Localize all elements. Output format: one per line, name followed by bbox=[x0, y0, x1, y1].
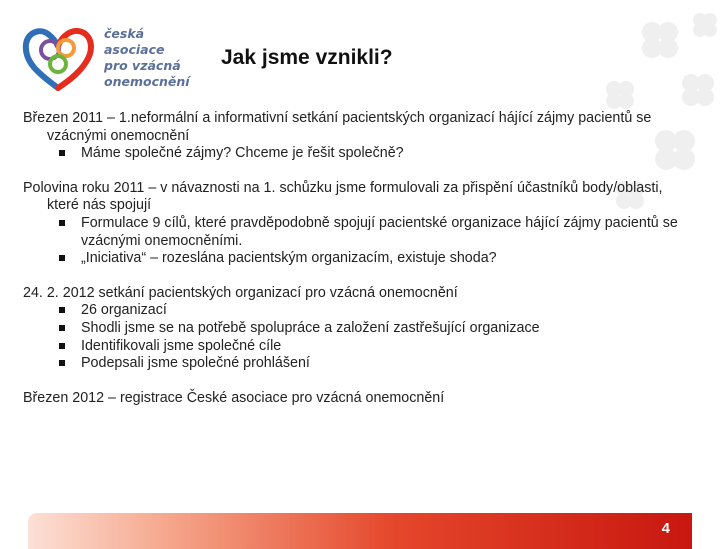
bullet-item bbox=[23, 145, 693, 163]
paragraph: Polovina roku 2011 – v návaznosti na 1. schůzku jsme formulovali za přispění účastníků body/oblasti, které nás spojují bbox=[23, 179, 663, 214]
square-bullet-icon bbox=[59, 150, 65, 156]
bullet-item bbox=[23, 302, 693, 320]
square-bullet-icon bbox=[59, 255, 65, 261]
page-title: Jak jsme vznikli? bbox=[221, 46, 393, 69]
logo-line: onemocnění bbox=[104, 74, 190, 89]
footer-bar bbox=[28, 513, 692, 549]
logo-line: asociace bbox=[104, 42, 165, 57]
square-bullet-icon bbox=[59, 343, 65, 349]
bullet-text: Podepsali jsme společné prohlášení bbox=[81, 355, 310, 372]
logo-line: pro vzácná bbox=[104, 58, 181, 73]
paragraph: Březen 2011 – 1.neformální a informativní setkání pacientských organizací hájící zájmy pacientů se vzácnými onemocnění bbox=[23, 110, 652, 144]
square-bullet-icon bbox=[59, 360, 65, 366]
heart-logo-icon bbox=[20, 18, 98, 92]
page-number: 4 bbox=[661, 520, 670, 537]
logo-line: česká bbox=[104, 26, 145, 41]
square-bullet-icon bbox=[59, 307, 65, 313]
slide-content bbox=[23, 110, 693, 407]
bullet-text: Identifikovali jsme společné cíle bbox=[81, 337, 282, 354]
bullet-text: 26 organizací bbox=[81, 302, 167, 319]
bullet-item bbox=[23, 355, 693, 373]
bullet-item bbox=[23, 215, 693, 250]
square-bullet-icon bbox=[59, 220, 65, 226]
bullet-item bbox=[23, 338, 693, 356]
logo bbox=[20, 18, 200, 92]
bullet-text: Formulace 9 cílů, které pravděpodobně spojují pacientské organizace hájící zájmy pacientů se vzácnými onemocněními. bbox=[81, 214, 678, 249]
square-bullet-icon bbox=[59, 325, 65, 331]
bullet-text: Máme společné zájmy? Chceme je řešit společně? bbox=[81, 145, 404, 162]
bullet-item bbox=[23, 320, 693, 338]
bullet-text: Shodli jsme se na potřebě spolupráce a založení zastřešující organizace bbox=[81, 319, 540, 336]
paragraph: Březen 2012 – registrace České asociace pro vzácná onemocnění bbox=[23, 389, 445, 406]
paragraph: 24. 2. 2012 setkání pacientských organizací pro vzácná onemocnění bbox=[23, 284, 458, 301]
logo-text bbox=[104, 26, 214, 90]
bullet-text: „Iniciativa“ – rozeslána pacientským organizacím, existuje shoda? bbox=[81, 250, 497, 267]
bullet-item bbox=[23, 250, 693, 268]
